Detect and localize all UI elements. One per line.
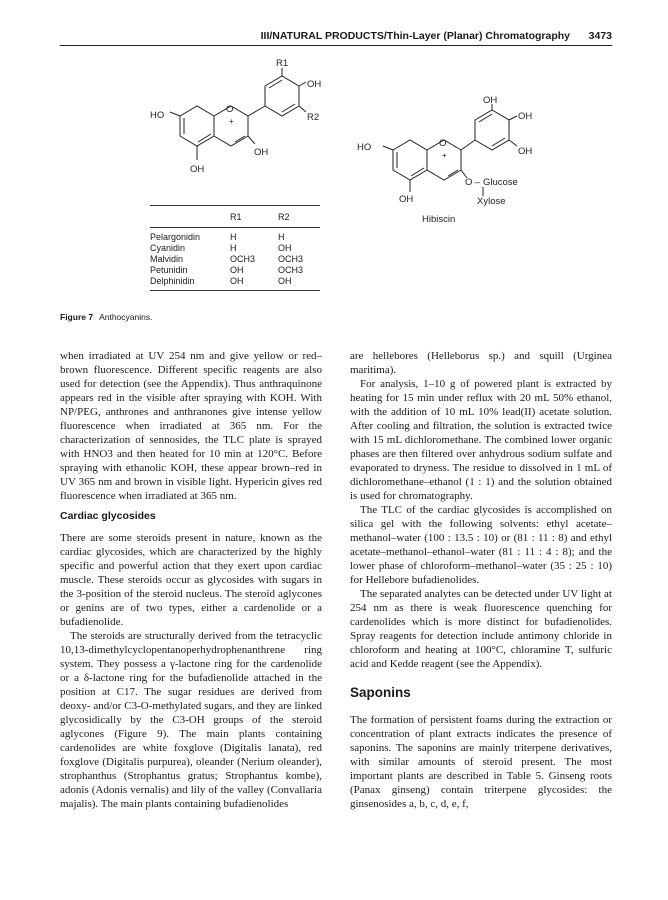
ring-oxygen-label: O <box>439 138 447 149</box>
table-cell: OH <box>230 265 244 275</box>
figure-label: Figure 7 <box>60 312 94 322</box>
ho-label: HO <box>357 142 372 153</box>
oh-label: OH <box>518 146 533 157</box>
figure-caption <box>60 312 152 322</box>
oh-label: OH <box>307 79 322 90</box>
table-cell: OH <box>278 243 292 253</box>
table-row <box>150 232 320 243</box>
page-number: 3473 <box>588 30 612 42</box>
positive-charge: + <box>442 151 447 160</box>
paragraph: when irradiated at UV 254 nm and give yellow or red–brown fluorescence. Different specific reagents are also used for detection (see the Appendix). Thus anthraquinone appears red in the visible after spraying with KOH. With NP/PEG, anthrones and anthranones give intense yellow fluorescence when irradiated at 365 nm. For the characterization of sennosides, the TLC plate is sprayed with HNO3 and then heated for 10 min at 120°C. Before spraying with ethanolic KOH, these appear brown–red in UV 365 nm and brown in visible light. Hypericin gives red fluorescence when irradiated at 365 nm. <box>60 350 322 502</box>
table-row <box>150 276 320 287</box>
figure-caption-text: Anthocyanins. <box>99 312 153 322</box>
table-cell: OCH3 <box>230 254 256 264</box>
xylose-label: Xylose <box>477 196 506 207</box>
oh-label: OH <box>254 147 269 158</box>
table-cell: H <box>278 232 285 242</box>
table-header-cell <box>150 210 230 224</box>
r1-label: R1 <box>276 58 289 69</box>
table-cell: OH <box>278 276 292 286</box>
table-row <box>150 243 320 254</box>
ho-label: HO <box>150 110 165 121</box>
hibiscin-name: Hibiscin <box>422 214 456 225</box>
paragraph: The TLC of the cardiac glycosides is accomplished on silica gel with the following solvents: ethyl acetate–methanol–water (100 : 13.5 : 10) or (81 : 11 : 8) and ethyl acetate–methanol–ethanol–water (81 : 11 : 4 : 8); and the lower phase of chloroform–methanol–water (35 : 25 : 10) for Hellebore bufadienolides. <box>350 504 612 586</box>
table-cell: OCH3 <box>278 254 304 264</box>
ring-a <box>393 140 427 180</box>
paragraph: For analysis, 1–10 g of powered plant is extracted by heating for 15 min under reflux with 20 mL 50% ethanol, with the addition of 10 mL 10% lead(II) acetate solution. After cooling and filtration, the solution is extracted twice with 15 mL dichloromethane. The combined lower organic phases are then filtered over anhydrous sodium sulfate and evaporated to dryness. The residue to dissolved in 1 mL of dichloromethane–ethanol (1 : 1) and the solution obtained is used for chromatography. <box>350 378 612 502</box>
ring-a <box>180 106 214 146</box>
ring-b <box>265 76 299 116</box>
left-column <box>60 349 322 811</box>
table-cell: Petunidin <box>150 265 188 275</box>
o-glucose-label: O – Glucose <box>465 177 518 188</box>
paragraph: The separated analytes can be detected under UV light at 254 nm as there is weak fluorescence quenching for cardenolides which is more distinct for bufadienolides. Spray reagents for detection include antimony chloride in chloroform and heating at 100°C, chloramine T, sulfuric acid and Kedde reagent (see the Appendix). <box>350 588 612 670</box>
paragraph: The formation of persistent foams during the extraction or concentration of plant extracts indicates the presence of saponins. The saponins are mainly triterpene derivatives, with similar amounts of steroid present. The most important plants are described in Table 5. Ginseng roots (Panax ginseng) contain triterpene glycosides: the ginsenosides a, b, c, d, e, f, <box>350 714 612 810</box>
ring-oxygen-label: O <box>226 104 234 115</box>
table-cell: Cyanidin <box>150 243 186 253</box>
running-head-title: III/NATURAL PRODUCTS/Thin-Layer (Planar) Chromatography <box>260 30 570 42</box>
table-cell: OCH3 <box>278 265 304 275</box>
oh-label: OH <box>190 164 205 175</box>
table-cell: H <box>230 243 237 253</box>
paragraph: are hellebores (Helleborus sp.) and squill (Urginea maritima). <box>350 350 612 376</box>
r2-label: R2 <box>307 112 320 123</box>
table-rule-bottom <box>150 290 320 291</box>
anthocyanin-table <box>150 202 320 295</box>
table-header-cell: R1 <box>230 212 242 222</box>
paragraph: The steroids are structurally derived from the tetracyclic 10,13-dimethylcyclopentanoperhydrophenanthrene ring system. They possess a γ-lactone ring for the cardenolide or a δ-lactone ring for the bufadienolide attached in the position at C17. The sugar residues are derived from deoxy- and/or C3-O-methylated sugars, and they are linked glycosidically by the C3-OH groups of the steroid aglycones (Figure 9). The main plants containing cardenolides are white foxglove (Digitalis lanata), red foxglove (Digitalis purpurea), oleander (Nerium oleander), strophanthus (Strophantus gratus; Strophantus kombe), adonis (Adonis vernalis) and lily of the valley (Convallaria majalis). The main plants containing bufadienolides <box>60 630 322 810</box>
table-row <box>150 265 320 276</box>
table-cell: Malvidin <box>150 254 184 264</box>
table-cell: Pelargonidin <box>150 232 201 242</box>
table-cell: Delphinidin <box>150 276 195 286</box>
positive-charge: + <box>229 117 234 126</box>
table-header-cell: R2 <box>278 212 290 222</box>
oh-label: OH <box>483 95 498 106</box>
running-head <box>60 30 612 46</box>
table-row <box>150 254 320 265</box>
hibiscin-structure <box>355 92 555 227</box>
oh-label: OH <box>399 194 414 205</box>
ring-b <box>475 110 509 150</box>
table-cell: OH <box>230 276 244 286</box>
table-cell: H <box>230 232 237 242</box>
right-column <box>350 349 612 811</box>
oh-label: OH <box>518 111 533 122</box>
table-rule-top <box>150 205 320 206</box>
header-rule <box>60 45 612 46</box>
section-heading: Cardiac glycosides <box>60 510 156 522</box>
section-heading: Saponins <box>350 685 411 700</box>
table-rule-mid <box>150 227 320 228</box>
paragraph: There are some steroids present in nature, known as the cardiac glycosides, which are characterized by the highly specific and powerful action that they exert upon cardiac muscle. These steroids occur as glycosides with sugars in the 3-position of the steroid nucleus. The steroid aglycones or genins are of two types, either a cardenolide or a bufadienolide. <box>60 532 322 628</box>
anthocyanin-structure <box>140 60 340 185</box>
table-header-row <box>150 210 320 224</box>
